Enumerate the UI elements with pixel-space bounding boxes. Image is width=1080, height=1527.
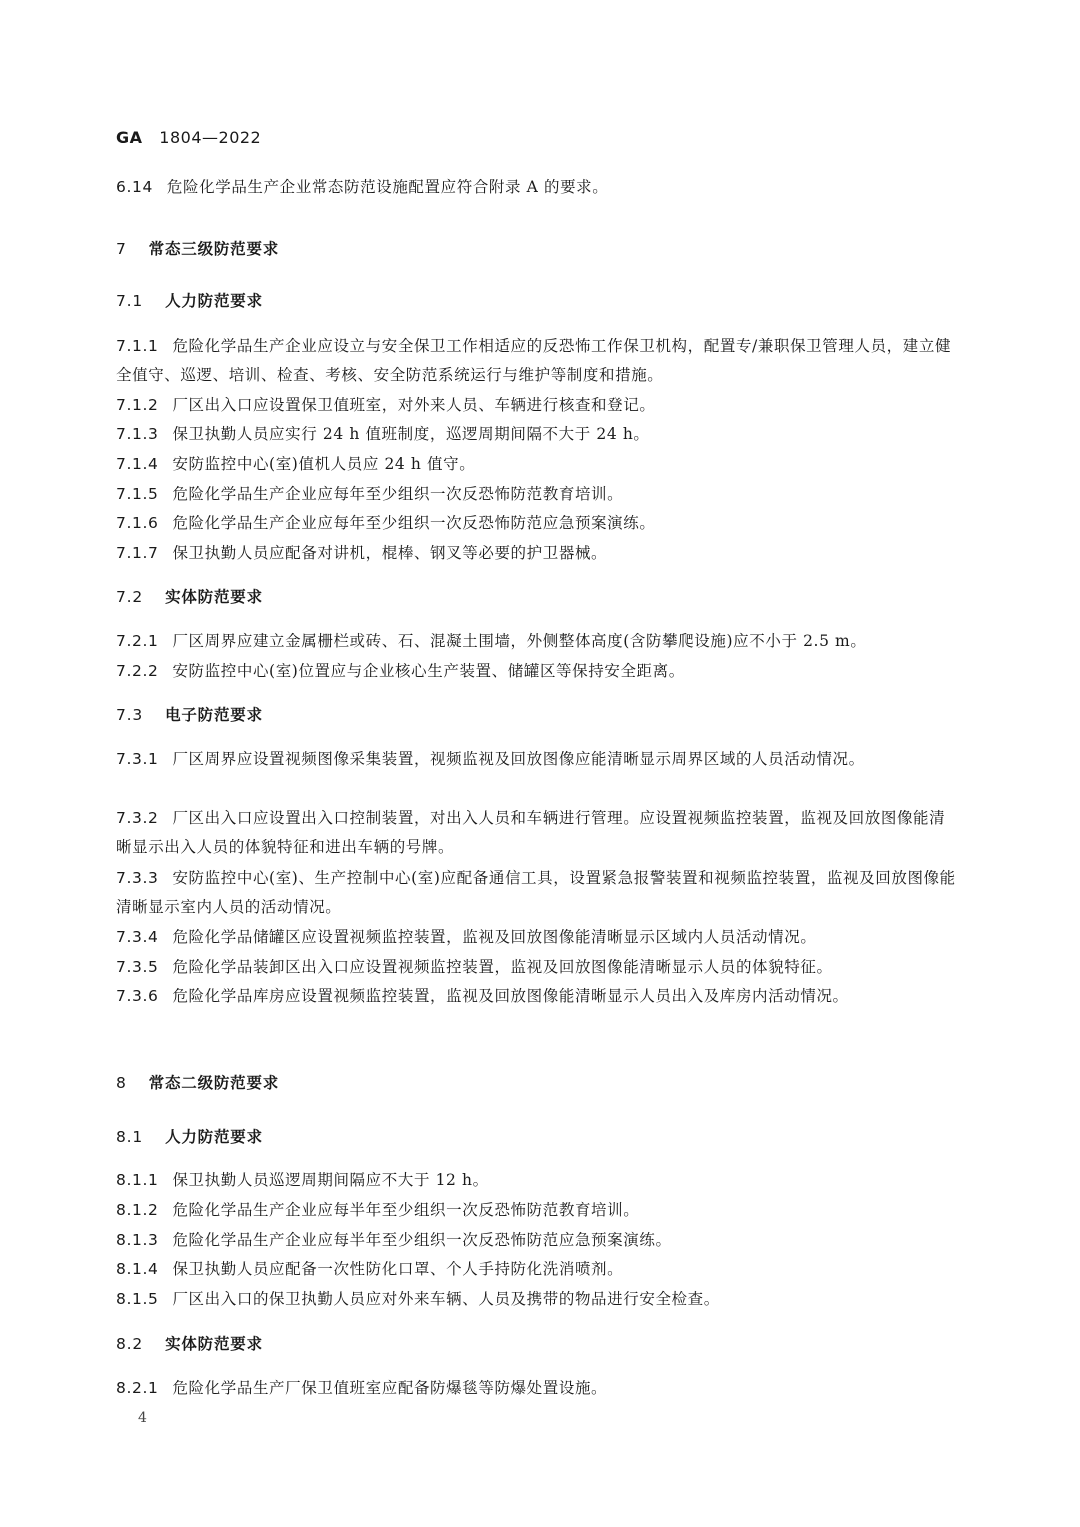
heading-text: 常态二级防范要求 [148, 1074, 280, 1092]
clause-text: 厂区出入口应设置出入口控制装置，对出入人员和车辆进行管理。应设置视频监控装置，监视及回放图像能清晰显示出入人员的体貌特征和进出车辆的号牌。 [116, 809, 946, 856]
clause-text: 危险化学品生产企业应每年至少组织一次反恐怖防范应急预案演练。 [172, 514, 656, 532]
clause-7-3-2 [116, 804, 956, 862]
clause-number: 8.1.4 [116, 1260, 159, 1278]
clause-text: 安防监控中心(室)位置应与企业核心生产装置、储罐区等保持安全距离。 [172, 662, 685, 680]
clause-number: 7.1.1 [116, 337, 159, 355]
clause-text: 危险化学品库房应设置视频监控装置，监视及回放图像能清晰显示人员出入及库房内活动情况。 [172, 987, 849, 1005]
clause-7-3-4 [116, 923, 956, 952]
heading-number: 7 [116, 240, 127, 258]
heading-number: 8.2 [116, 1335, 144, 1353]
clause-7-1-2 [116, 391, 956, 420]
clause-7-3-5 [116, 953, 956, 982]
clause-7-1-6 [116, 509, 956, 538]
clause-8-1-1 [116, 1166, 956, 1195]
clause-number: 7.3.6 [116, 987, 159, 1005]
clause-7-3-1 [116, 745, 956, 774]
clause-8-2-1 [116, 1374, 956, 1403]
clause-number: 8.1.3 [116, 1231, 159, 1249]
clause-number: 7.2.2 [116, 662, 159, 680]
clause-text: 厂区出入口的保卫执勤人员应对外来车辆、人员及携带的物品进行安全检查。 [172, 1290, 720, 1308]
standard-number: 1804—2022 [159, 128, 262, 147]
clause-text: 危险化学品生产企业应每半年至少组织一次反恐怖防范应急预案演练。 [172, 1231, 672, 1249]
heading-number: 7.2 [116, 588, 144, 606]
heading-text: 人力防范要求 [165, 1128, 263, 1146]
clause-text: 厂区周界应建立金属栅栏或砖、石、混凝土围墙，外侧整体高度(含防攀爬设施)应不小于 2.5 m。 [172, 632, 867, 650]
clause-number: 7.3.4 [116, 928, 159, 946]
clause-number: 7.3.5 [116, 958, 159, 976]
heading-text: 实体防范要求 [165, 588, 263, 606]
standard-header [116, 128, 261, 147]
heading-number: 8 [116, 1074, 127, 1092]
clause-text: 危险化学品生产企业应设立与安全保卫工作相适应的反恐怖工作保卫机构，配置专/兼职保卫管理人员，建立健全值守、巡逻、培训、检查、考核、安全防范系统运行与维护等制度和措施。 [116, 337, 952, 384]
clause-text: 危险化学品生产企业应每半年至少组织一次反恐怖防范教育培训。 [172, 1201, 640, 1219]
clause-8-1-2 [116, 1196, 956, 1225]
clause-text: 保卫执勤人员应配备一次性防化口罩、个人手持防化洗消喷剂。 [172, 1260, 624, 1278]
section-heading-7-1 [116, 287, 956, 316]
section-heading-8-1 [116, 1123, 956, 1152]
standard-code: GA [116, 128, 143, 147]
clause-number: 7.3.1 [116, 750, 159, 768]
clause-number: 6.14 [116, 178, 153, 196]
clause-8-1-5 [116, 1285, 956, 1314]
section-heading-7-2 [116, 583, 956, 612]
clause-7-1-3 [116, 420, 956, 449]
clause-7-3-6 [116, 982, 956, 1011]
heading-number: 8.1 [116, 1128, 144, 1146]
clause-number: 7.1.5 [116, 485, 159, 503]
clause-number: 7.1.2 [116, 396, 159, 414]
clause-6-14 [116, 173, 956, 202]
clause-text: 保卫执勤人员应配备对讲机，棍棒、钢叉等必要的护卫器械。 [172, 544, 608, 562]
chapter-heading-8 [116, 1069, 956, 1098]
clause-7-1-1 [116, 332, 956, 390]
clause-text: 危险化学品储罐区应设置视频监控装置，监视及回放图像能清晰显示区域内人员活动情况。 [172, 928, 817, 946]
clause-number: 7.1.3 [116, 425, 159, 443]
clause-8-1-3 [116, 1226, 956, 1255]
clause-text: 厂区出入口应设置保卫值班室，对外来人员、车辆进行核查和登记。 [172, 396, 656, 414]
section-heading-7-3 [116, 701, 956, 730]
heading-number: 7.3 [116, 706, 144, 724]
clause-7-2-1 [116, 627, 956, 656]
clause-text: 保卫执勤人员巡逻周期间隔应不大于 12 h。 [172, 1171, 489, 1189]
clause-number: 7.3.3 [116, 869, 159, 887]
clause-7-3-3 [116, 864, 956, 922]
page-number: 4 [138, 1410, 147, 1426]
clause-8-1-4 [116, 1255, 956, 1284]
clause-number: 8.1.2 [116, 1201, 159, 1219]
clause-text: 厂区周界应设置视频图像采集装置，视频监视及回放图像应能清晰显示周界区域的人员活动情况。 [172, 750, 865, 768]
clause-7-2-2 [116, 657, 956, 686]
heading-text: 常态三级防范要求 [148, 240, 280, 258]
clause-text: 安防监控中心(室)值机人员应 24 h 值守。 [172, 455, 476, 473]
clause-number: 7.2.1 [116, 632, 159, 650]
clause-number: 7.3.2 [116, 809, 159, 827]
clause-text: 安防监控中心(室)、生产控制中心(室)应配备通信工具，设置紧急报警装置和视频监控装置，监视及回放图像能清晰显示室内人员的活动情况。 [116, 869, 956, 916]
clause-number: 7.1.7 [116, 544, 159, 562]
section-heading-8-2 [116, 1330, 956, 1359]
clause-number: 7.1.4 [116, 455, 159, 473]
clause-number: 7.1.6 [116, 514, 159, 532]
clause-text: 保卫执勤人员应实行 24 h 值班制度，巡逻周期间隔不大于 24 h。 [172, 425, 650, 443]
heading-text: 电子防范要求 [165, 706, 263, 724]
clause-number: 8.1.1 [116, 1171, 159, 1189]
chapter-heading-7 [116, 235, 956, 264]
clause-text: 危险化学品装卸区出入口应设置视频监控装置，监视及回放图像能清晰显示人员的体貌特征。 [172, 958, 833, 976]
heading-number: 7.1 [116, 292, 144, 310]
heading-text: 实体防范要求 [165, 1335, 263, 1353]
clause-number: 8.1.5 [116, 1290, 159, 1308]
heading-text: 人力防范要求 [165, 292, 263, 310]
clause-text: 危险化学品生产企业应每年至少组织一次反恐怖防范教育培训。 [172, 485, 624, 503]
clause-7-1-5 [116, 480, 956, 509]
clause-text: 危险化学品生产厂保卫值班室应配备防爆毯等防爆处置设施。 [172, 1379, 608, 1397]
clause-7-1-4 [116, 450, 956, 479]
clause-7-1-7 [116, 539, 956, 568]
clause-number: 8.2.1 [116, 1379, 159, 1397]
clause-text: 危险化学品生产企业常态防范设施配置应符合附录 A 的要求。 [166, 178, 609, 196]
